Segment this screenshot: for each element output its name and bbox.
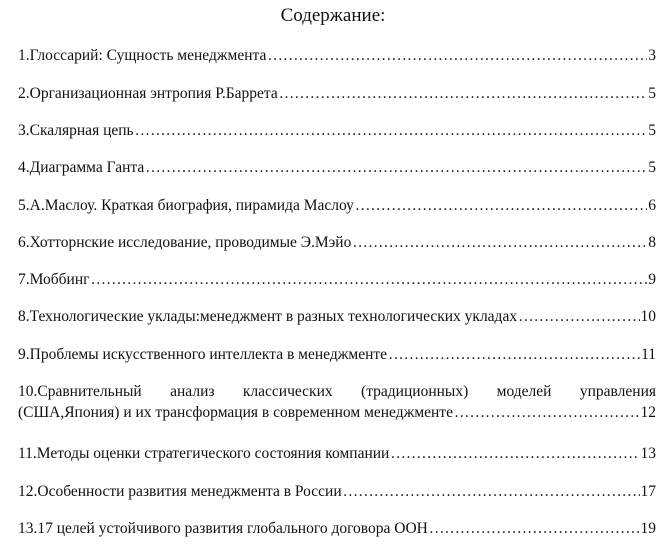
toc-page-number: 17 [640,483,656,500]
toc-title: Содержание: [280,5,386,26]
toc-entry-text: 9.Проблемы искусственного интеллекта в менеджменте [18,346,388,363]
dot-leader [388,344,640,365]
dot-leader [135,120,648,141]
toc-entry [18,443,656,464]
toc-page-number: 5 [648,159,656,176]
toc-entry [18,518,656,539]
toc-entry-text: 12.Особенности развития менеджмента в России [18,483,342,500]
toc-page-number: 9 [648,271,656,288]
toc-entry-line2 [18,402,656,423]
toc-entry [18,306,656,327]
dot-leader [91,269,648,290]
toc-entry [18,269,656,290]
toc-entry-text: 8.Технологические уклады:менеджмент в разных технологических укладах [18,308,518,325]
dot-leader [518,306,639,327]
toc-page-number: 13 [640,445,656,462]
dot-leader [429,518,640,539]
dot-leader [279,83,647,104]
toc-page-number: 8 [648,234,656,251]
toc-page-number: 12 [640,404,656,421]
dot-leader [454,402,640,423]
toc-entry [18,232,656,253]
toc-entry-text: 2.Организационная энтропия Р.Баррета [18,85,278,102]
toc-entry-text: 3.Скалярная цепь [18,122,134,139]
toc-entry-text: 1.Глоссарий: Сущность менеджмента [18,47,267,64]
toc-entry [18,381,656,423]
dot-leader [145,157,647,178]
toc-entry-text: 5.А.Маслоу. Краткая биография, пирамида Маслоу [18,197,354,214]
toc-entry [18,45,656,66]
toc-entry-text-line1: 10.Сравнительный анализ классических (традиционных) моделей управления [18,383,656,400]
toc-entry-text: 7.Моббинг [18,271,90,288]
toc-entry-text: 11.Методы оценки стратегического состояния компании [18,445,390,462]
dot-leader [343,481,640,502]
toc-entry [18,195,656,216]
dot-leader [352,232,647,253]
toc-page-number: 10 [640,308,656,325]
toc-page-number: 3 [648,47,656,64]
toc-entry [18,83,656,104]
toc-page-number: 5 [648,122,656,139]
toc-entry-text: 4.Диаграмма Ганта [18,159,145,176]
dot-leader [390,443,639,464]
toc-entry-text: 6.Хотторнские исследование, проводимые Э.Мэйо [18,234,352,251]
toc-page-number: 5 [648,85,656,102]
dot-leader [267,45,647,66]
toc-entry-text-line2: (США,Япония) и их трансформация в современном менеджменте [18,404,453,421]
toc-entry [18,157,656,178]
dot-leader [355,195,647,216]
toc-page-number: 19 [640,520,656,537]
toc-entry-text: 13.17 целей устойчивого развития глобального договора ООН [18,520,428,537]
toc-entry [18,344,656,365]
toc-entry [18,481,656,502]
toc-page-number: 6 [648,197,656,214]
toc-entry [18,120,656,141]
toc-page-number: 11 [641,346,656,363]
